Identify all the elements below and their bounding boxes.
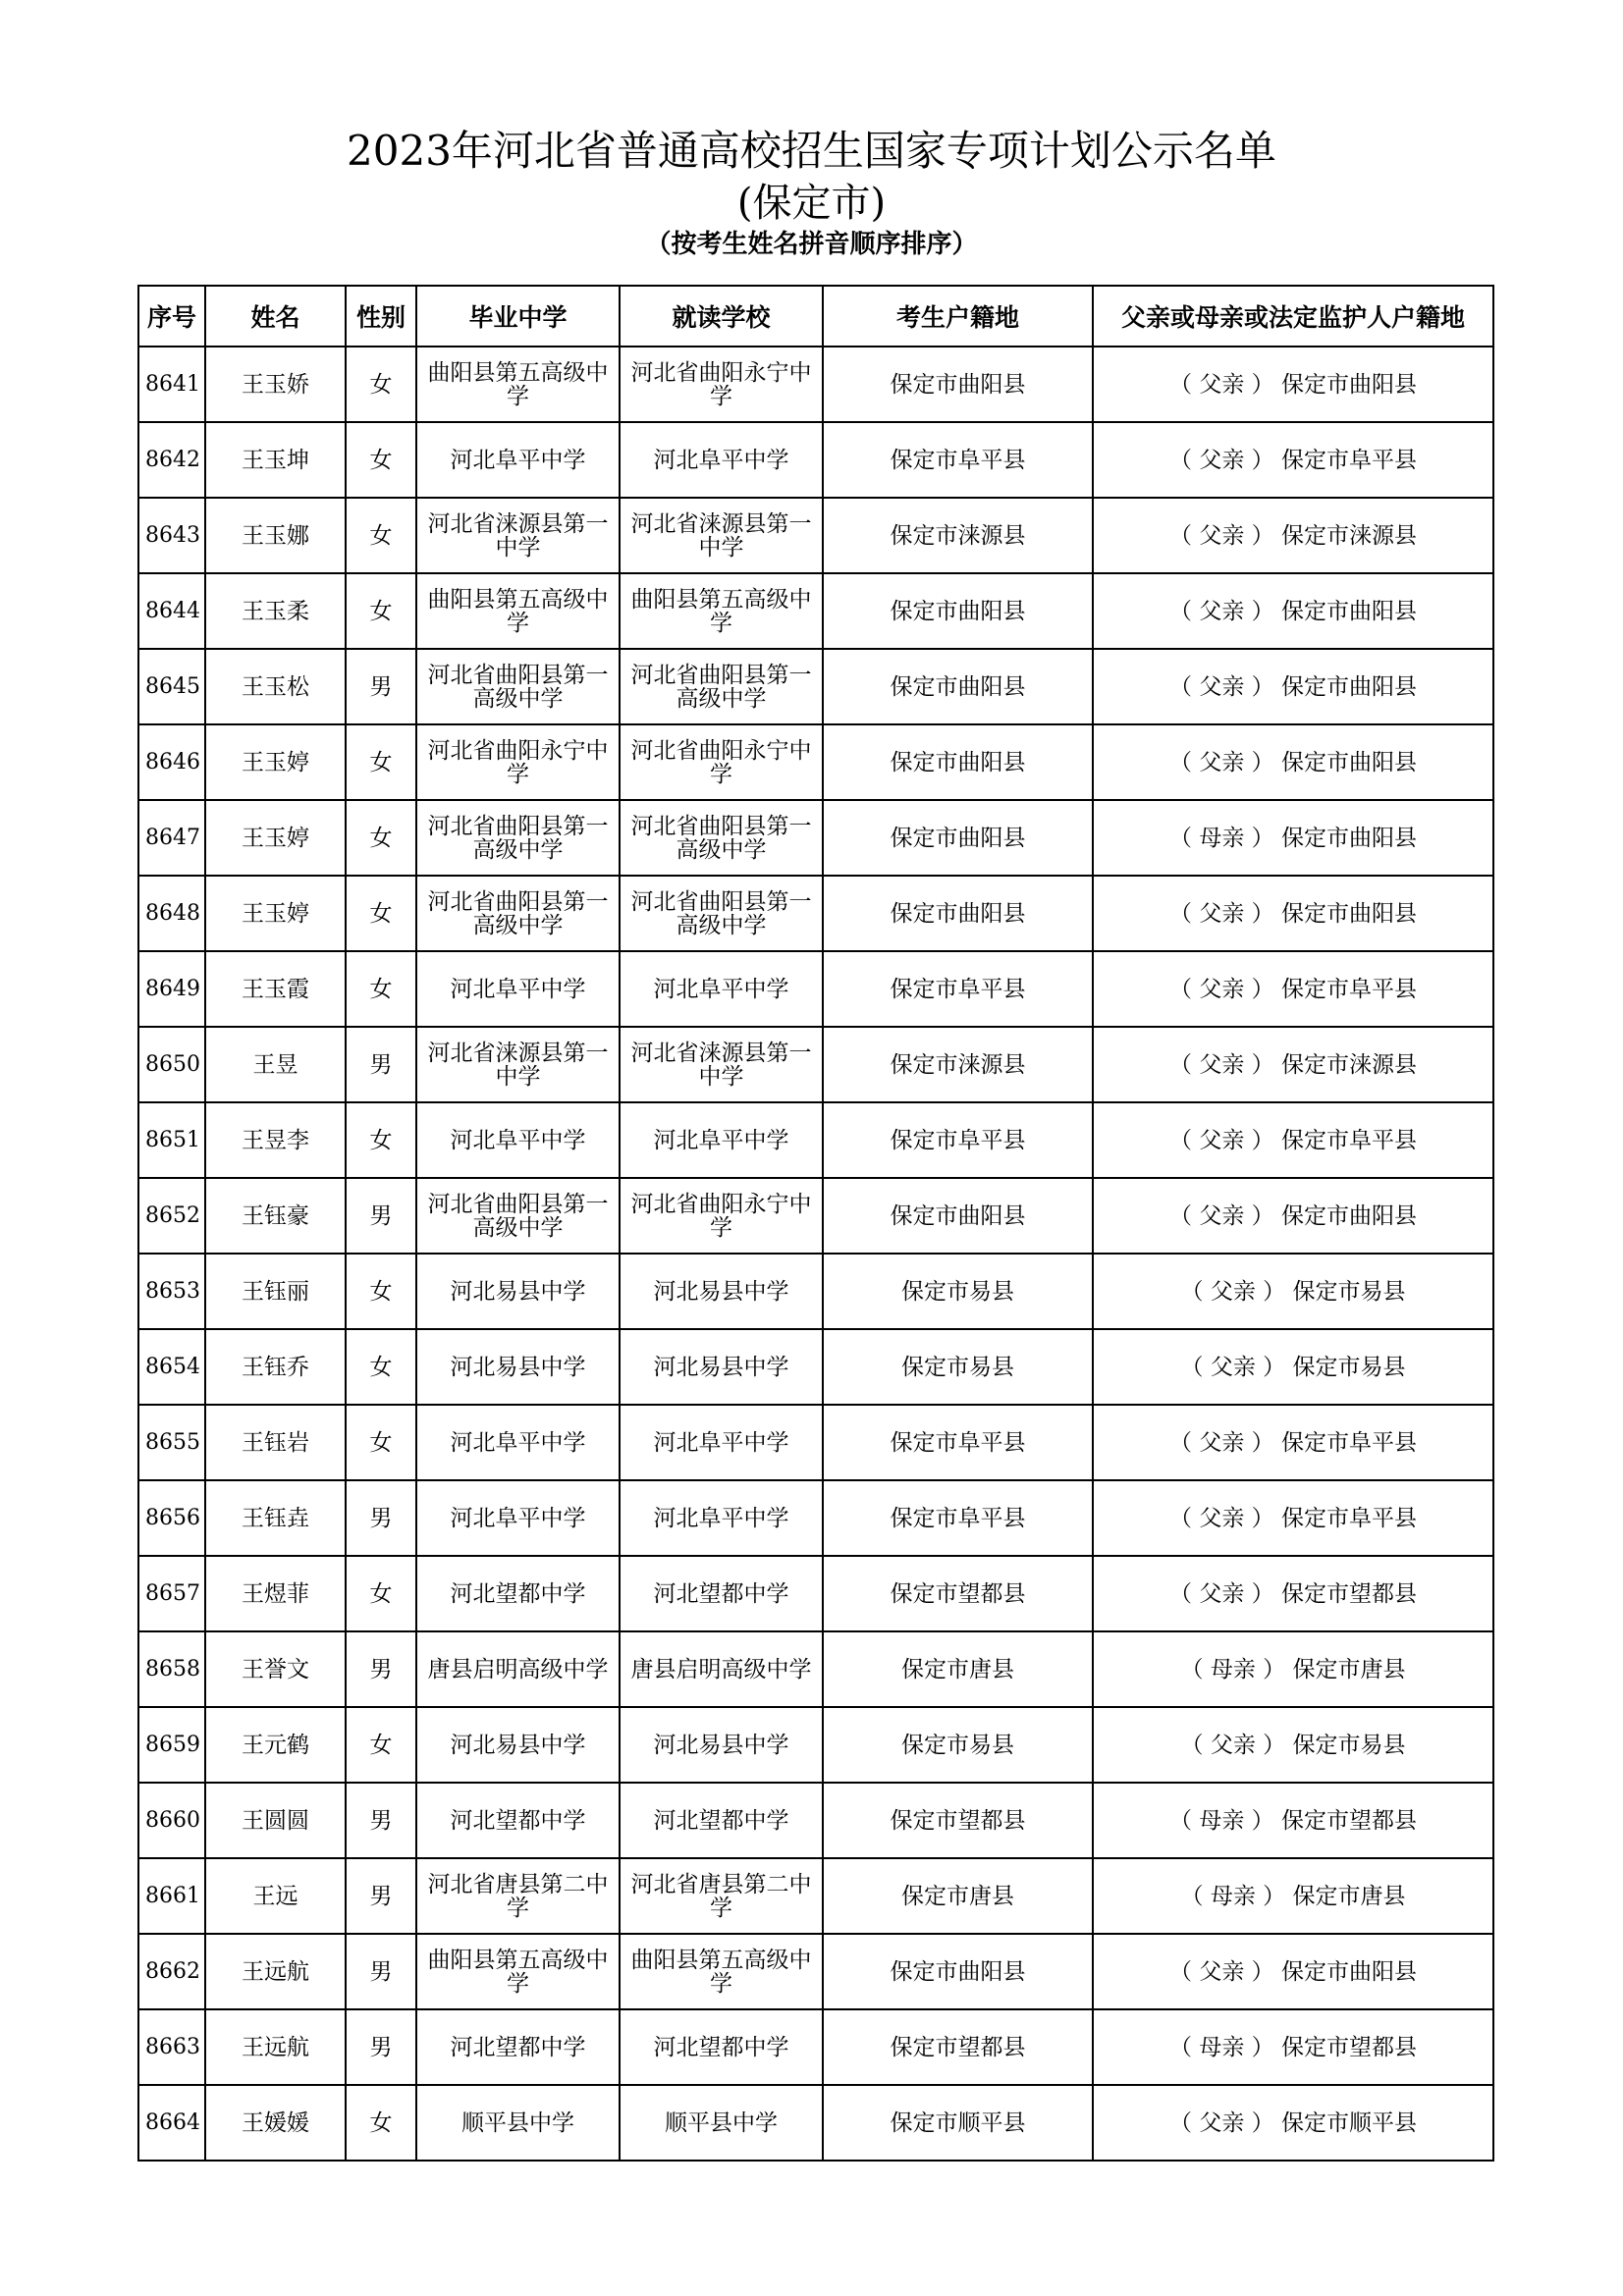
name-cell: 王玉松: [205, 649, 346, 724]
guardian-household-cell: （ 父亲 ） 保定市涞源县: [1093, 1027, 1493, 1102]
column-header-current-school: 就读学校: [620, 286, 823, 347]
student-household-cell: 保定市曲阳县: [823, 1934, 1093, 2009]
gender-cell: 女: [346, 1329, 416, 1405]
guardian-household-cell: （ 父亲 ） 保定市曲阳县: [1093, 876, 1493, 951]
current-school-cell: 河北阜平中学: [620, 1480, 823, 1556]
graduated-school-cell: 河北望都中学: [416, 2009, 620, 2085]
gender-cell: 女: [346, 1405, 416, 1480]
gender-cell: 女: [346, 1102, 416, 1178]
gender-cell: 女: [346, 1556, 416, 1631]
guardian-household-cell: （ 母亲 ） 保定市曲阳县: [1093, 800, 1493, 876]
serial-cell: 8653: [138, 1254, 205, 1329]
table-row: [138, 1556, 1493, 1631]
graduated-school-cell: 河北阜平中学: [416, 422, 620, 498]
guardian-household-cell: （ 父亲 ） 保定市曲阳县: [1093, 1934, 1493, 2009]
graduated-school-cell: 河北阜平中学: [416, 951, 620, 1027]
table-row: [138, 1329, 1493, 1405]
serial-cell: 8648: [138, 876, 205, 951]
student-household-cell: 保定市曲阳县: [823, 876, 1093, 951]
name-cell: 王远航: [205, 2009, 346, 2085]
gender-cell: 女: [346, 951, 416, 1027]
guardian-household-cell: （ 父亲 ） 保定市阜平县: [1093, 1405, 1493, 1480]
serial-cell: 8652: [138, 1178, 205, 1254]
current-school-cell: 河北省涞源县第一中学: [620, 498, 823, 573]
table-row: [138, 573, 1493, 649]
serial-cell: 8661: [138, 1858, 205, 1934]
graduated-school-cell: 河北望都中学: [416, 1556, 620, 1631]
student-household-cell: 保定市曲阳县: [823, 573, 1093, 649]
graduated-school-cell: 河北省曲阳县第一高级中学: [416, 800, 620, 876]
table-row: [138, 1707, 1493, 1783]
table-row: [138, 347, 1493, 422]
name-cell: 王元鹤: [205, 1707, 346, 1783]
graduated-school-cell: 河北省涞源县第一中学: [416, 498, 620, 573]
table-row: [138, 1102, 1493, 1178]
serial-cell: 8660: [138, 1783, 205, 1858]
current-school-cell: 河北望都中学: [620, 2009, 823, 2085]
student-household-cell: 保定市望都县: [823, 1783, 1093, 1858]
name-cell: 王钰丽: [205, 1254, 346, 1329]
column-header-name: 姓名: [205, 286, 346, 347]
serial-cell: 8655: [138, 1405, 205, 1480]
table-row: [138, 498, 1493, 573]
graduated-school-cell: 河北易县中学: [416, 1329, 620, 1405]
graduated-school-cell: 河北望都中学: [416, 1783, 620, 1858]
gender-cell: 男: [346, 649, 416, 724]
table-row: [138, 1934, 1493, 2009]
graduated-school-cell: 河北省曲阳县第一高级中学: [416, 1178, 620, 1254]
current-school-cell: 河北望都中学: [620, 1783, 823, 1858]
gender-cell: 女: [346, 2085, 416, 2161]
gender-cell: 女: [346, 800, 416, 876]
current-school-cell: 河北阜平中学: [620, 1102, 823, 1178]
gender-cell: 男: [346, 1934, 416, 2009]
serial-cell: 8647: [138, 800, 205, 876]
current-school-cell: 河北阜平中学: [620, 1405, 823, 1480]
student-household-cell: 保定市曲阳县: [823, 724, 1093, 800]
guardian-household-cell: （ 父亲 ） 保定市阜平县: [1093, 1480, 1493, 1556]
guardian-household-cell: （ 父亲 ） 保定市曲阳县: [1093, 573, 1493, 649]
current-school-cell: 河北易县中学: [620, 1707, 823, 1783]
table-row: [138, 951, 1493, 1027]
gender-cell: 男: [346, 1178, 416, 1254]
student-household-cell: 保定市望都县: [823, 2009, 1093, 2085]
guardian-household-cell: （ 父亲 ） 保定市阜平县: [1093, 1102, 1493, 1178]
student-household-cell: 保定市涞源县: [823, 1027, 1093, 1102]
serial-cell: 8642: [138, 422, 205, 498]
current-school-cell: 河北省曲阳县第一高级中学: [620, 876, 823, 951]
guardian-household-cell: （ 父亲 ） 保定市曲阳县: [1093, 347, 1493, 422]
guardian-household-cell: （ 父亲 ） 保定市易县: [1093, 1707, 1493, 1783]
name-cell: 王誉文: [205, 1631, 346, 1707]
current-school-cell: 河北阜平中学: [620, 951, 823, 1027]
student-household-cell: 保定市阜平县: [823, 951, 1093, 1027]
gender-cell: 女: [346, 573, 416, 649]
guardian-household-cell: （ 父亲 ） 保定市易县: [1093, 1329, 1493, 1405]
name-cell: 王玉坤: [205, 422, 346, 498]
column-header-gender: 性别: [346, 286, 416, 347]
serial-cell: 8644: [138, 573, 205, 649]
guardian-household-cell: （ 母亲 ） 保定市望都县: [1093, 1783, 1493, 1858]
guardian-household-cell: （ 母亲 ） 保定市唐县: [1093, 1631, 1493, 1707]
guardian-household-cell: （ 母亲 ） 保定市唐县: [1093, 1858, 1493, 1934]
name-cell: 王玉霞: [205, 951, 346, 1027]
gender-cell: 男: [346, 2009, 416, 2085]
name-cell: 王玉娇: [205, 347, 346, 422]
serial-cell: 8657: [138, 1556, 205, 1631]
current-school-cell: 曲阳县第五高级中学: [620, 573, 823, 649]
name-cell: 王钰乔: [205, 1329, 346, 1405]
gender-cell: 男: [346, 1858, 416, 1934]
serial-cell: 8659: [138, 1707, 205, 1783]
student-household-cell: 保定市曲阳县: [823, 800, 1093, 876]
current-school-cell: 河北易县中学: [620, 1254, 823, 1329]
student-household-cell: 保定市阜平县: [823, 1102, 1093, 1178]
table-row: [138, 649, 1493, 724]
name-cell: 王圆圆: [205, 1783, 346, 1858]
graduated-school-cell: 河北省唐县第二中学: [416, 1858, 620, 1934]
gender-cell: 女: [346, 724, 416, 800]
current-school-cell: 河北省曲阳县第一高级中学: [620, 800, 823, 876]
serial-cell: 8664: [138, 2085, 205, 2161]
serial-cell: 8662: [138, 1934, 205, 2009]
table-row: [138, 1480, 1493, 1556]
column-header-serial: 序号: [138, 286, 205, 347]
table-row: [138, 2085, 1493, 2161]
graduated-school-cell: 河北易县中学: [416, 1707, 620, 1783]
name-cell: 王钰垚: [205, 1480, 346, 1556]
column-header-graduated-school: 毕业中学: [416, 286, 620, 347]
serial-cell: 8650: [138, 1027, 205, 1102]
current-school-cell: 唐县启明高级中学: [620, 1631, 823, 1707]
graduated-school-cell: 河北阜平中学: [416, 1102, 620, 1178]
name-cell: 王玉娜: [205, 498, 346, 573]
name-cell: 王玉婷: [205, 800, 346, 876]
gender-cell: 男: [346, 1480, 416, 1556]
table-body: [138, 347, 1493, 2161]
column-header-guardian-household: 父亲或母亲或法定监护人户籍地: [1093, 286, 1493, 347]
serial-cell: 8645: [138, 649, 205, 724]
gender-cell: 男: [346, 1631, 416, 1707]
graduated-school-cell: 唐县启明高级中学: [416, 1631, 620, 1707]
student-household-cell: 保定市易县: [823, 1329, 1093, 1405]
guardian-household-cell: （ 父亲 ） 保定市易县: [1093, 1254, 1493, 1329]
gender-cell: 女: [346, 1254, 416, 1329]
serial-cell: 8643: [138, 498, 205, 573]
table-row: [138, 2009, 1493, 2085]
graduated-school-cell: 曲阳县第五高级中学: [416, 573, 620, 649]
current-school-cell: 河北省曲阳县第一高级中学: [620, 649, 823, 724]
graduated-school-cell: 河北阜平中学: [416, 1480, 620, 1556]
table-row: [138, 422, 1493, 498]
table-row: [138, 876, 1493, 951]
serial-cell: 8646: [138, 724, 205, 800]
guardian-household-cell: （ 父亲 ） 保定市顺平县: [1093, 2085, 1493, 2161]
name-cell: 王煜菲: [205, 1556, 346, 1631]
guardian-household-cell: （ 父亲 ） 保定市涞源县: [1093, 498, 1493, 573]
guardian-household-cell: （ 母亲 ） 保定市望都县: [1093, 2009, 1493, 2085]
student-household-cell: 保定市唐县: [823, 1858, 1093, 1934]
student-household-cell: 保定市阜平县: [823, 422, 1093, 498]
current-school-cell: 曲阳县第五高级中学: [620, 1934, 823, 2009]
column-header-student-household: 考生户籍地: [823, 286, 1093, 347]
table-row: [138, 1631, 1493, 1707]
table-row: [138, 1254, 1493, 1329]
student-household-cell: 保定市易县: [823, 1254, 1093, 1329]
graduated-school-cell: 曲阳县第五高级中学: [416, 347, 620, 422]
current-school-cell: 河北省曲阳永宁中学: [620, 724, 823, 800]
current-school-cell: 河北阜平中学: [620, 422, 823, 498]
student-household-cell: 保定市顺平县: [823, 2085, 1093, 2161]
graduated-school-cell: 河北省涞源县第一中学: [416, 1027, 620, 1102]
table-row: [138, 1027, 1493, 1102]
current-school-cell: 河北望都中学: [620, 1556, 823, 1631]
student-household-cell: 保定市涞源县: [823, 498, 1093, 573]
graduated-school-cell: 河北省曲阳县第一高级中学: [416, 649, 620, 724]
current-school-cell: 河北易县中学: [620, 1329, 823, 1405]
gender-cell: 男: [346, 1783, 416, 1858]
serial-cell: 8654: [138, 1329, 205, 1405]
table-row: [138, 724, 1493, 800]
graduated-school-cell: 河北阜平中学: [416, 1405, 620, 1480]
guardian-household-cell: （ 父亲 ） 保定市曲阳县: [1093, 649, 1493, 724]
student-household-cell: 保定市易县: [823, 1707, 1093, 1783]
current-school-cell: 河北省曲阳永宁中学: [620, 1178, 823, 1254]
serial-cell: 8649: [138, 951, 205, 1027]
table-row: [138, 1405, 1493, 1480]
guardian-household-cell: （ 父亲 ） 保定市曲阳县: [1093, 724, 1493, 800]
current-school-cell: 河北省唐县第二中学: [620, 1858, 823, 1934]
name-cell: 王玉柔: [205, 573, 346, 649]
guardian-household-cell: （ 父亲 ） 保定市望都县: [1093, 1556, 1493, 1631]
name-cell: 王媛媛: [205, 2085, 346, 2161]
student-household-cell: 保定市阜平县: [823, 1480, 1093, 1556]
student-household-cell: 保定市阜平县: [823, 1405, 1093, 1480]
serial-cell: 8656: [138, 1480, 205, 1556]
name-cell: 王玉婷: [205, 876, 346, 951]
name-cell: 王远: [205, 1858, 346, 1934]
guardian-household-cell: （ 父亲 ） 保定市阜平县: [1093, 951, 1493, 1027]
serial-cell: 8658: [138, 1631, 205, 1707]
name-cell: 王昱: [205, 1027, 346, 1102]
serial-cell: 8663: [138, 2009, 205, 2085]
student-household-cell: 保定市望都县: [823, 1556, 1093, 1631]
graduated-school-cell: 河北省曲阳永宁中学: [416, 724, 620, 800]
student-household-cell: 保定市曲阳县: [823, 649, 1093, 724]
name-cell: 王玉婷: [205, 724, 346, 800]
student-household-cell: 保定市曲阳县: [823, 347, 1093, 422]
current-school-cell: 顺平县中学: [620, 2085, 823, 2161]
name-cell: 王昱李: [205, 1102, 346, 1178]
gender-cell: 女: [346, 1707, 416, 1783]
table-row: [138, 1858, 1493, 1934]
table-row: [138, 1178, 1493, 1254]
table-row: [138, 800, 1493, 876]
page-title: 2023年河北省普通高校招生国家专项计划公示名单: [347, 127, 1276, 175]
gender-cell: 女: [346, 498, 416, 573]
page-subtitle: (保定市): [736, 181, 887, 226]
graduated-school-cell: 顺平县中学: [416, 2085, 620, 2161]
serial-cell: 8651: [138, 1102, 205, 1178]
gender-cell: 女: [346, 422, 416, 498]
roster-table: [137, 285, 1494, 2162]
current-school-cell: 河北省涞源县第一中学: [620, 1027, 823, 1102]
gender-cell: 女: [346, 347, 416, 422]
table-header-row: [138, 286, 1493, 347]
graduated-school-cell: 河北易县中学: [416, 1254, 620, 1329]
table-row: [138, 1783, 1493, 1858]
guardian-household-cell: （ 父亲 ） 保定市阜平县: [1093, 422, 1493, 498]
current-school-cell: 河北省曲阳永宁中学: [620, 347, 823, 422]
gender-cell: 女: [346, 876, 416, 951]
guardian-household-cell: （ 父亲 ） 保定市曲阳县: [1093, 1178, 1493, 1254]
name-cell: 王钰豪: [205, 1178, 346, 1254]
student-household-cell: 保定市曲阳县: [823, 1178, 1093, 1254]
graduated-school-cell: 曲阳县第五高级中学: [416, 1934, 620, 2009]
name-cell: 王钰岩: [205, 1405, 346, 1480]
gender-cell: 男: [346, 1027, 416, 1102]
student-household-cell: 保定市唐县: [823, 1631, 1093, 1707]
sort-note: （按考生姓名拼音顺序排序）: [645, 230, 978, 259]
serial-cell: 8641: [138, 347, 205, 422]
graduated-school-cell: 河北省曲阳县第一高级中学: [416, 876, 620, 951]
name-cell: 王远航: [205, 1934, 346, 2009]
